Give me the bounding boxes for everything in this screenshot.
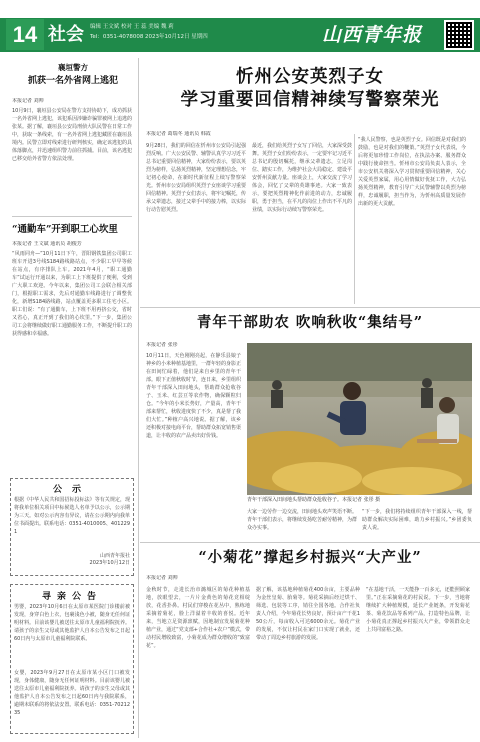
column-divider xyxy=(138,58,139,738)
story-body: 金秋时节，走进长治市潞城区的菊花种植基地，放眼望去，一片片金黄色的菊花竞相绽放，花香扑鼻。村民们穿梭在花丛中，熟练地采摘着菊花，脸上洋溢着丰收的喜悦。近年来，当地立足资源禀赋，因地制宜发展菊花种植产业，通过“党支部+合作社+农户”模式，带动村民增收致富，小菊花成为群众增收的“致富花”。 xyxy=(146,587,250,649)
story-body: 10月9日，襄垣县公安局在警方支持协助下，成功抓获一名外省网上逃犯，该犯系因涉嫌诈骗罪被网上追逃的张某。据了解，襄垣县公安局刑侦大队民警在日常工作中，获取一条线索，有一名外省网上逃犯藏匿在襄垣县境内。民警立即对线索进行研判核实，确定该逃犯的具体落脚点，并迅速组织警力前往抓捕。目前，该名逃犯已移交给外省警方依法处理。 xyxy=(12,108,132,162)
notice-body: 根据《中华人民共和国招标投标法》等有关规定，现将我单位相关项目中标候选人名单予以公示，公示期为三天。如对公示内容有异议，请在公示期内向我单位书面提出。联系电话：0351-4010005、4012291 xyxy=(14,497,130,535)
divider xyxy=(140,307,480,308)
found-notice-title: 寻亲公告 xyxy=(41,592,102,602)
notice-signer: 山西青年报社 xyxy=(99,553,130,559)
notice-title: 公示 xyxy=(52,485,91,495)
main-headline: 忻州公安英烈子女 xyxy=(236,67,384,87)
story-kicker: 襄垣警方 xyxy=(58,63,88,72)
story-body: 大家一边劳作一边交流，田间地头欢声笑语不断。青年干部们表示，将继续发扬吃苦耐劳精神，为群众办实事。 xyxy=(247,509,357,531)
header-editors: 编辑 王文斌 校对 王 蕊 美编 魏 莉 xyxy=(90,24,174,30)
story-title: 抓获一名外省网上逃犯 xyxy=(27,76,118,86)
harvest-photo xyxy=(247,343,472,495)
story-body: 9月28日，我们的回信在忻州市公安局引起强烈反响。广大公安民警、辅警认真学习习近平总书记重要回信精神，大家纷纷表示，要以英烈为榜样，弘扬英烈精神，坚定理想信念，牢记初心使命，在新时代新征程上续写警察荣光。忻州市公安局组织英烈子女座谈学习重要回信精神。英烈子女们表示，将牢记嘱托，传承父辈遗志，接过父辈手中的接力棒，以实际行动告慰英烈。 xyxy=(146,143,246,213)
divider xyxy=(12,216,132,217)
story-body: 据了解，该基地种植菊花400余亩，主要品种为金丝皇菊、胎菊等。菊花采摘后经过烘干、筛选、包装等工序，销往全国各地。合作社负责人介绍，今年菊花长势良好，预计亩产干花150公斤，每亩收入可达6000余元。菊花产业的发展，不仅让村民在家门口实现了就业，还带动了周边乡村旅游的发展。 xyxy=(256,587,360,641)
story-byline: 本报记者 张彤 xyxy=(146,342,178,348)
qr-code-icon xyxy=(444,20,474,50)
story-body: 10月11日，天色刚刚亮起，在静乐县娘子神乡的小米种植基地里，一群年轻的身影正在田间忙碌着，他们是来自乡里的青年干部。眼下正值秋收时节，连日来，乡里组织青年干部深入田间地头，帮助群众抢收谷子、玉米、红芸豆等农作物，确保颗粒归仓。“今年的小米长势好，产量高，青年干部来帮忙，秋收进度快了不少，真是帮了我们大忙。”种植户高兴地说。据了解，该乡还积极对接电商平台，帮助群众拓宽销售渠道，让丰收的农产品卖出好价钱。 xyxy=(146,353,241,439)
story-headline: 青年干部助农 吹响秋收“集结号” xyxy=(196,314,424,331)
newspaper-logo: 山西青年报 xyxy=(322,24,423,46)
story-body: “我人民警察，也是英烈子女。回信既是对我们的鼓励，也是对我们的鞭策。”英烈子女代表说，今后将更加珍惜工作岗位，在执法办案、服务群众中践行使命担当。忻州市公安局负责人表示，全市公安机关将深入学习贯彻重要回信精神，关心关爱英烈家属，用心用情做好优抚工作，大力弘扬英烈精神，教育引导广大民警辅警以英烈为榜样，忠诚履职，担当作为，为忻州高质量发展作出新的更大贡献。 xyxy=(358,137,466,207)
page-number: 14 xyxy=(6,19,44,50)
story-title: “通勤车”开到职工心坎里 xyxy=(12,224,118,235)
story-byline: 本报记者 葛瑞冬 通讯员 韩霞 xyxy=(146,131,211,137)
story-body: “在基地干活，一天能挣一百多元，还能照顾家里。”正在采摘菊花的村民说。下一步，当地将继续扩大种植规模，延长产业链条，开发菊花茶、菊花饮品等系列产品，打造特色品牌，让小菊花真正撑起乡村振兴大产业，带领群众走上共同富裕之路。 xyxy=(366,587,470,633)
section-name: 社会 xyxy=(48,24,84,45)
found-notice-body: 男婴，2023年10月6日在太原市某医院门诊楼前被发现，身穿白色上衣，包裹浅色小被，随身无任何证明材料。目前该婴儿被送往太原市儿童福利院抚养。请孩子的亲生父母或其他监护人自本公告发布之日起60日内与太原市儿童福利院联系。 xyxy=(14,604,130,642)
notice-date: 2023年10月12日 xyxy=(89,560,130,566)
story-byline: 本报记者 刘帅 xyxy=(12,98,44,104)
story-body: “风雨同舟—”10月11日下午，晋阳钢铁集团公司职工班车开进3号线S184路线路站点，不少职工早早等候在站点，有序排队上车。2021年4月，“职工通勤车”试运行开通以来，为职工上下班提供了便利，受到广大职工欢迎。今年以来，集团公司工会联合相关部门，根据职工需求，先后对通勤车线路进行了调整优化，新增S184路线路，站点覆盖更多职工住宅小区。职工们说：“有了通勤车，上下班不用再挤公交，省时又省心，真正开到了我们的心坎里。”下一步，集团公司工会将继续做好职工通勤服务工作，不断提升职工的获得感和幸福感。 xyxy=(12,251,132,337)
story-byline: 本报记者 刘帅 xyxy=(146,575,178,581)
story-body: 最近，我们给英烈子女写了回信，大家深受鼓舞。英烈子女们纷纷表示，一定要牢记习近平总书记的殷切嘱托，继承父辈遗志，立足岗位、踏实工作，为维护社会大局稳定、建设平安忻州贡献力量。座谈会上，大家交流了学习体会，回忆了父辈的英雄事迹。大家一致表示，要把英烈精神化作前进的动力，忠诚履职，勇于担当，在平凡的岗位上作出不平凡的业绩，以实际行动续写警察荣光。 xyxy=(252,143,352,213)
main-headline: 学习重要回信精神续写警察荣光 xyxy=(180,90,440,110)
header-contact-date: Tel：0351-4078008 2023年10月12日 星期四 xyxy=(90,34,208,40)
divider xyxy=(140,542,480,543)
column-divider xyxy=(354,134,355,304)
story-headline: “小菊花”撑起乡村振兴“大产业” xyxy=(198,549,422,566)
found-notice-body: 女婴，2023年9月27日在太原市某小区门口被发现，身体健康，随身无任何证明材料。目前该婴儿被送往太原市儿童福利院抚养。请孩子的亲生父母或其他监护人自本公告发布之日起60日内与我院联系，逾期未联系的将依法安置。联系电话：0351-7021235 xyxy=(14,670,130,716)
story-body: “下一步，我们将持续组织青年干部深入一线，帮助群众解决实际困难，助力乡村振兴。”乡团委负责人说。 xyxy=(362,509,472,531)
photo-caption: 青年干部深入田间地头帮助群众抢收谷子。本报记者 张彤 摄 xyxy=(247,497,381,503)
story-byline: 本报记者 王文斌 通讯员 胡俊芳 xyxy=(12,241,82,247)
